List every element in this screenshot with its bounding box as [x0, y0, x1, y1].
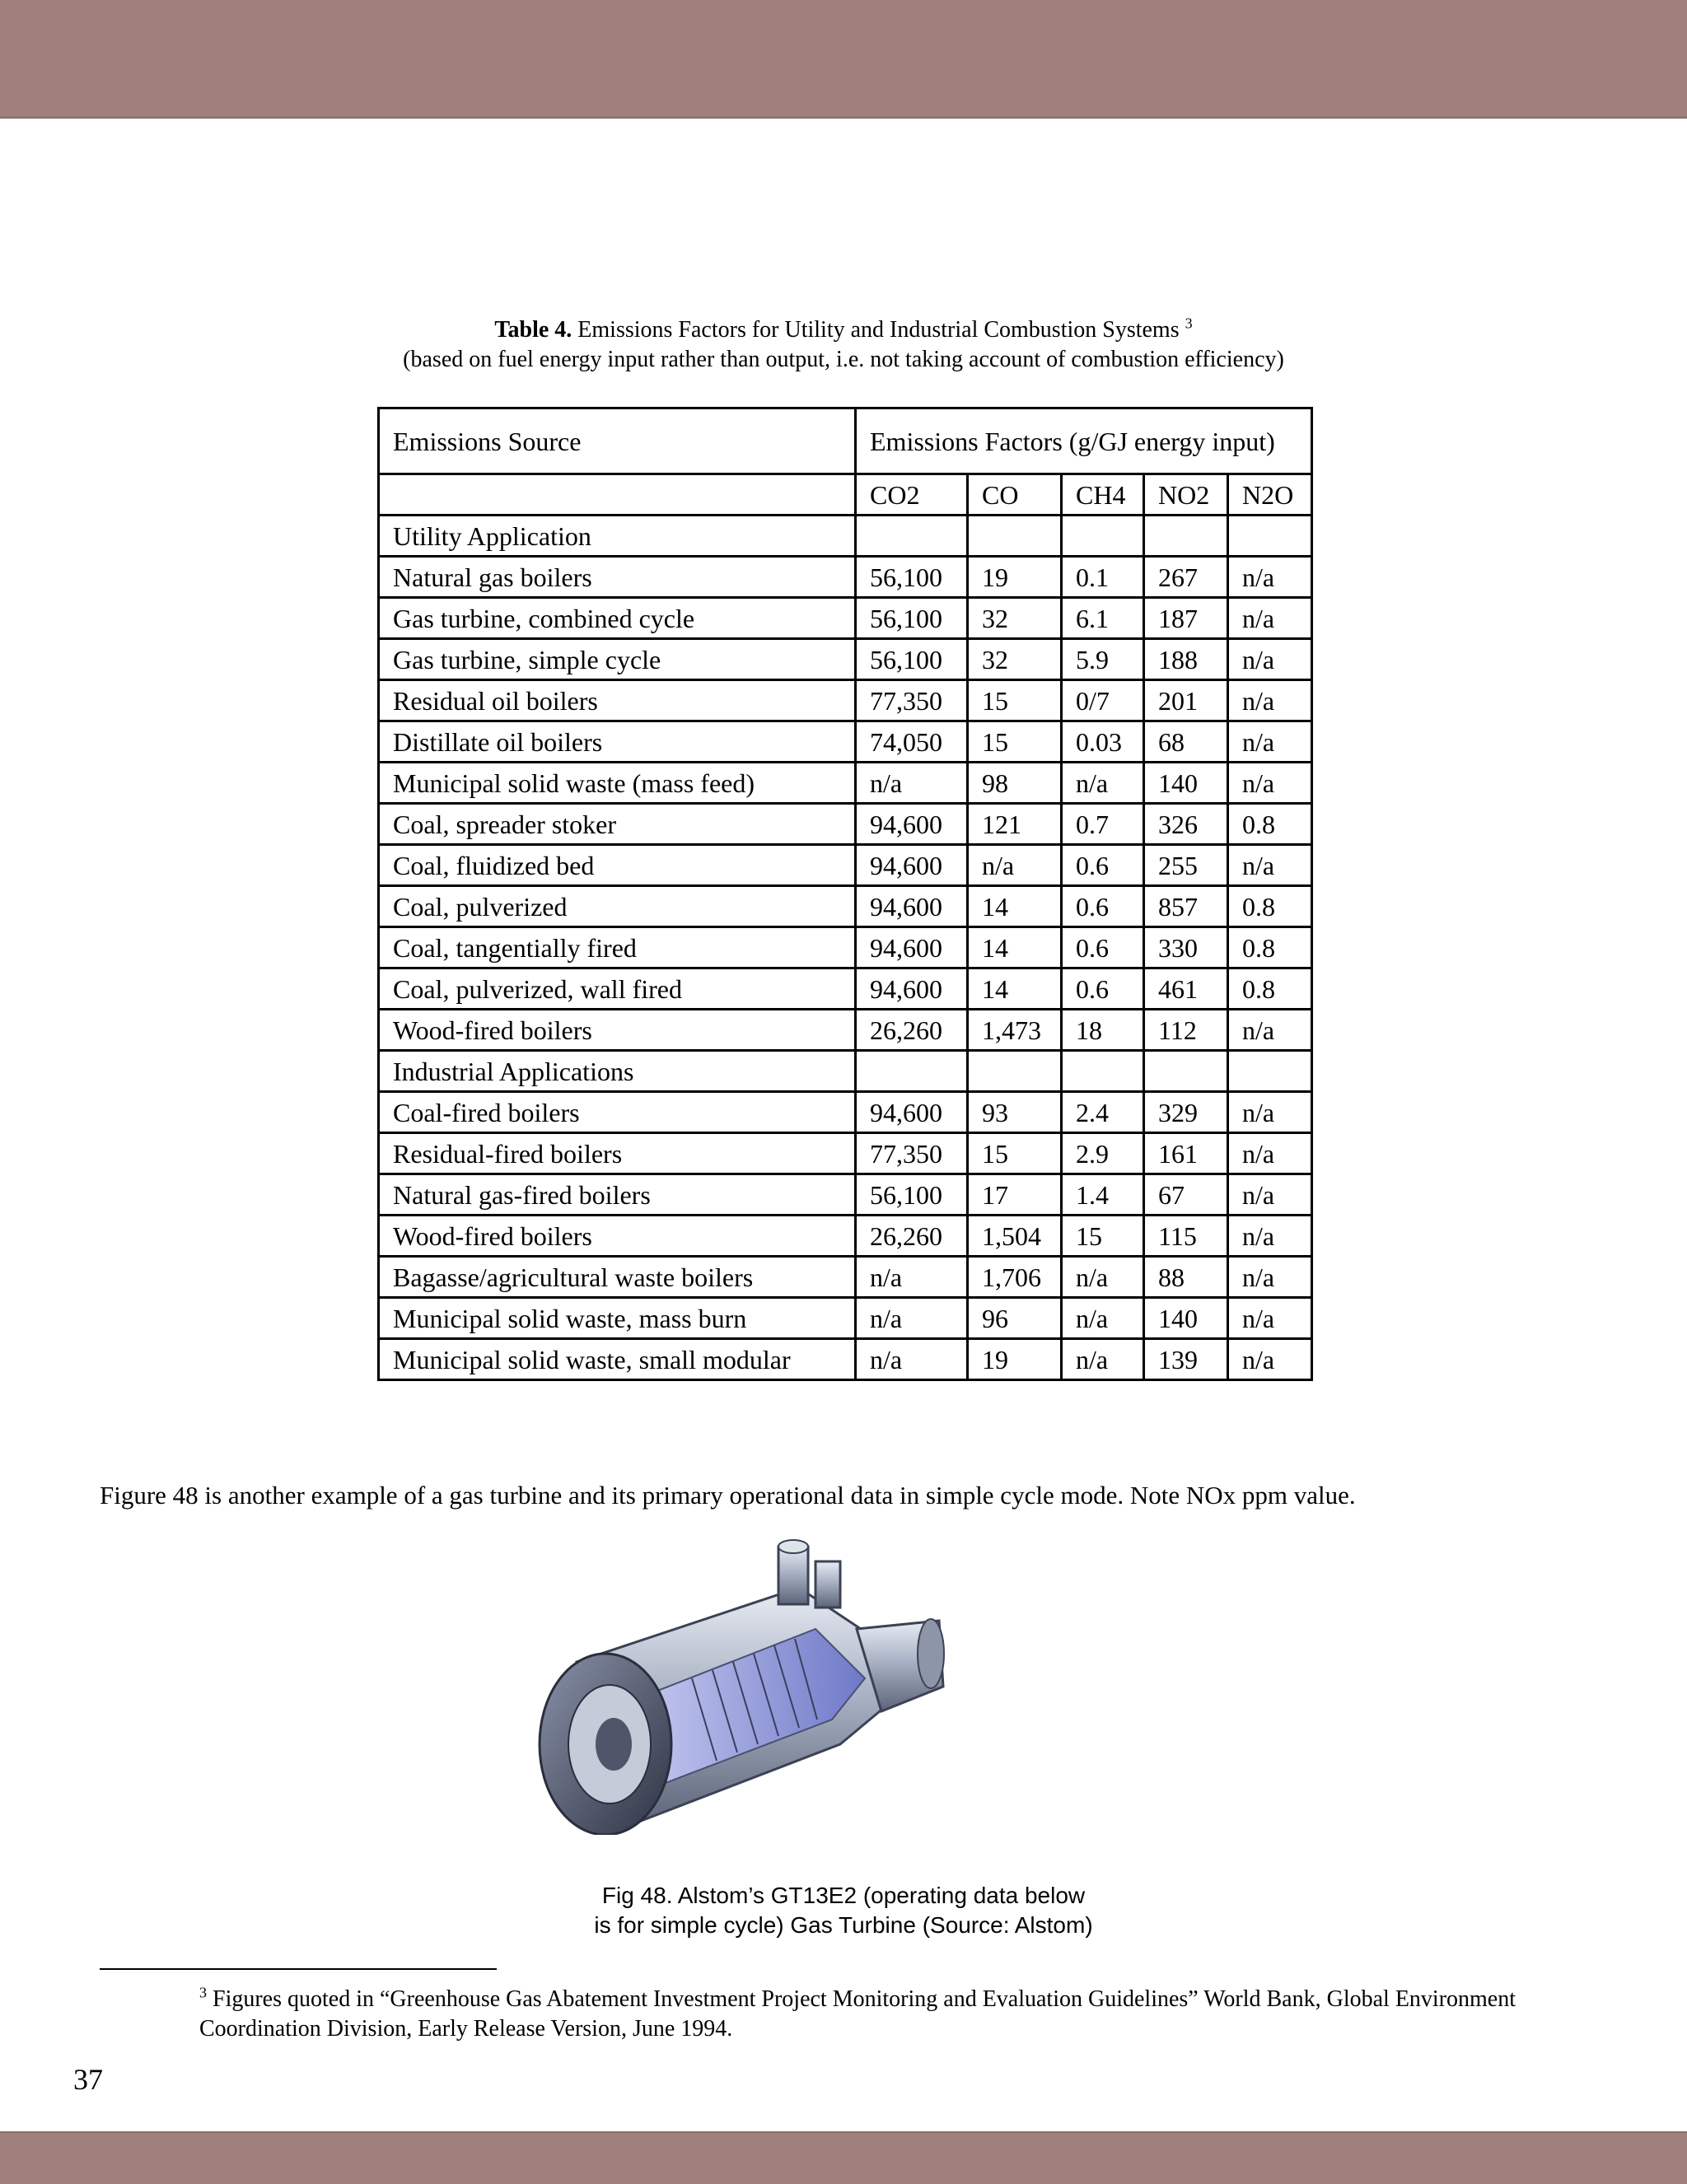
table-cell-n2o: 0.8: [1228, 968, 1312, 1010]
table-header-row: [379, 408, 1312, 474]
table-row: [379, 598, 1312, 639]
table-row: [379, 1174, 1312, 1216]
table-cell-ch4: 0.1: [1062, 557, 1144, 598]
table-cell-ch4: 18: [1062, 1010, 1144, 1051]
table-cell-co: 19: [968, 1339, 1062, 1380]
table-cell-co2: 94,600: [856, 1092, 968, 1133]
table-row: [379, 886, 1312, 927]
table-cell-no2: 326: [1144, 804, 1228, 845]
row-label: Coal, pulverized, wall fired: [379, 968, 856, 1010]
table-cell-n2o: [1228, 1051, 1312, 1092]
table-cell-n2o: 0.8: [1228, 886, 1312, 927]
table-cell-ch4: 1.4: [1062, 1174, 1144, 1216]
row-label: Natural gas boilers: [379, 557, 856, 598]
table-cell-n2o: n/a: [1228, 1339, 1312, 1380]
table-cell-no2: 330: [1144, 927, 1228, 968]
footnote-text: Figures quoted in “Greenhouse Gas Abatement Investment Project Monitoring and Evaluation Guidelines” World Bank, Global Environment Coordination Division, Early Release Version, June 1994.: [199, 1986, 1516, 2042]
table-cell-co: 15: [968, 680, 1062, 721]
row-label: Distillate oil boilers: [379, 721, 856, 763]
table-row: [379, 1010, 1312, 1051]
table-caption-footnote-ref: 3: [1185, 315, 1193, 332]
table-cell-co: [968, 1051, 1062, 1092]
row-label: Residual-fired boilers: [379, 1133, 856, 1174]
table-cell-co: 1,473: [968, 1010, 1062, 1051]
table-cell-n2o: n/a: [1228, 1133, 1312, 1174]
table-cell-ch4: 0.03: [1062, 721, 1144, 763]
table-cell-ch4: 0.6: [1062, 927, 1144, 968]
table-row: [379, 557, 1312, 598]
table-cell-co: 1,706: [968, 1257, 1062, 1298]
table-cell-n2o: n/a: [1228, 639, 1312, 680]
table-cell-ch4: 2.4: [1062, 1092, 1144, 1133]
table-row: [379, 1092, 1312, 1133]
table-cell-co: 1,504: [968, 1216, 1062, 1257]
table-cell-co2: 74,050: [856, 721, 968, 763]
table-cell-co: 14: [968, 968, 1062, 1010]
row-label: Gas turbine, combined cycle: [379, 598, 856, 639]
table-cell-n2o: n/a: [1228, 1174, 1312, 1216]
table-cell-co2: 94,600: [856, 886, 968, 927]
table-cell-no2: 140: [1144, 763, 1228, 804]
row-label: Residual oil boilers: [379, 680, 856, 721]
table-cell-co: 15: [968, 721, 1062, 763]
table-cell-co2: 77,350: [856, 1133, 968, 1174]
table-cell-no2: 857: [1144, 886, 1228, 927]
table-subcaption: (based on fuel energy input rather than output, i.e. not taking account of combustion efficiency): [403, 347, 1284, 372]
table-caption-label: Table 4.: [494, 317, 572, 343]
table-cell-n2o: n/a: [1228, 1257, 1312, 1298]
header-pollutant-co2: CO2: [856, 474, 968, 516]
table-cell-ch4: 0.6: [1062, 845, 1144, 886]
table-cell-co: 98: [968, 763, 1062, 804]
table-cell-ch4: 6.1: [1062, 598, 1144, 639]
table-cell-no2: 161: [1144, 1133, 1228, 1174]
table-cell-n2o: n/a: [1228, 1092, 1312, 1133]
table-cell-no2: 255: [1144, 845, 1228, 886]
row-label: Coal, fluidized bed: [379, 845, 856, 886]
table-cell-ch4: 0/7: [1062, 680, 1144, 721]
table-cell-ch4: 5.9: [1062, 639, 1144, 680]
table-cell-no2: 68: [1144, 721, 1228, 763]
header-empty-cell: [379, 474, 856, 516]
table-cell-co: n/a: [968, 845, 1062, 886]
table-cell-co2: 94,600: [856, 845, 968, 886]
table-row: [379, 968, 1312, 1010]
figure-caption: [0, 1881, 1687, 1940]
table-cell-co: 32: [968, 639, 1062, 680]
table-cell-co: 19: [968, 557, 1062, 598]
row-label: Bagasse/agricultural waste boilers: [379, 1257, 856, 1298]
table-cell-ch4: n/a: [1062, 763, 1144, 804]
row-label: Coal, pulverized: [379, 886, 856, 927]
table-cell-co2: [856, 516, 968, 557]
table-caption: [0, 316, 1687, 344]
table-cell-no2: [1144, 516, 1228, 557]
row-label: Municipal solid waste (mass feed): [379, 763, 856, 804]
table-row: [379, 1216, 1312, 1257]
table-row: [379, 1298, 1312, 1339]
row-label: Coal-fired boilers: [379, 1092, 856, 1133]
table-section-row: [379, 1051, 1312, 1092]
table-cell-ch4: 0.6: [1062, 968, 1144, 1010]
top-banner: [0, 0, 1687, 119]
gas-turbine-figure: [527, 1538, 947, 1835]
table-cell-no2: 115: [1144, 1216, 1228, 1257]
table-cell-no2: 112: [1144, 1010, 1228, 1051]
table-cell-ch4: 0.6: [1062, 886, 1144, 927]
table-cell-no2: 88: [1144, 1257, 1228, 1298]
table-cell-co2: n/a: [856, 1257, 968, 1298]
table-row: [379, 845, 1312, 886]
table-cell-n2o: n/a: [1228, 1216, 1312, 1257]
table-row: [379, 680, 1312, 721]
table-cell-n2o: n/a: [1228, 557, 1312, 598]
row-label: Wood-fired boilers: [379, 1216, 856, 1257]
table-row: [379, 1257, 1312, 1298]
row-label: Natural gas-fired boilers: [379, 1174, 856, 1216]
table-cell-co2: n/a: [856, 1298, 968, 1339]
table-cell-n2o: n/a: [1228, 598, 1312, 639]
page-number: 37: [73, 2063, 103, 2096]
table-cell-no2: 267: [1144, 557, 1228, 598]
bottom-banner: [0, 2131, 1687, 2184]
table-cell-co: 14: [968, 886, 1062, 927]
row-label: Coal, spreader stoker: [379, 804, 856, 845]
table-cell-n2o: n/a: [1228, 1298, 1312, 1339]
row-label: Wood-fired boilers: [379, 1010, 856, 1051]
table-cell-no2: 329: [1144, 1092, 1228, 1133]
figure-caption-line-2: is for simple cycle) Gas Turbine (Source: Alstom): [594, 1912, 1093, 1938]
table-cell-n2o: n/a: [1228, 1010, 1312, 1051]
header-emissions-source: Emissions Source: [379, 408, 856, 474]
table-row: [379, 763, 1312, 804]
table-cell-co2: 94,600: [856, 804, 968, 845]
table-cell-no2: 188: [1144, 639, 1228, 680]
table-cell-ch4: n/a: [1062, 1339, 1144, 1380]
emissions-table: [377, 407, 1313, 1381]
table-section-row: [379, 516, 1312, 557]
footnote-divider: [100, 1968, 497, 1970]
table-cell-co: 93: [968, 1092, 1062, 1133]
table-cell-no2: 201: [1144, 680, 1228, 721]
table-cell-no2: 140: [1144, 1298, 1228, 1339]
table-cell-co2: 56,100: [856, 598, 968, 639]
table-cell-co2: 94,600: [856, 968, 968, 1010]
table-cell-n2o: n/a: [1228, 845, 1312, 886]
table-cell-co2: 94,600: [856, 927, 968, 968]
gas-turbine-illustration: [527, 1538, 947, 1835]
header-pollutant-no2: NO2: [1144, 474, 1228, 516]
table-cell-co2: [856, 1051, 968, 1092]
table-cell-co: 96: [968, 1298, 1062, 1339]
table-caption-title: Emissions Factors for Utility and Industrial Combustion Systems: [577, 317, 1180, 343]
footnote: [199, 1985, 1517, 2044]
table-cell-n2o: n/a: [1228, 763, 1312, 804]
body-paragraph: Figure 48 is another example of a gas turbine and its primary operational data in simple cycle mode. Note NOx ppm value.: [100, 1481, 1356, 1510]
table-cell-co2: 56,100: [856, 557, 968, 598]
figure-caption-line-1: Fig 48. Alstom’s GT13E2 (operating data below: [601, 1883, 1086, 1908]
table-cell-no2: 67: [1144, 1174, 1228, 1216]
table-cell-co: 14: [968, 927, 1062, 968]
table-cell-ch4: [1062, 1051, 1144, 1092]
table-cell-co: 17: [968, 1174, 1062, 1216]
table-cell-n2o: 0.8: [1228, 927, 1312, 968]
row-label: Municipal solid waste, mass burn: [379, 1298, 856, 1339]
table-cell-no2: 139: [1144, 1339, 1228, 1380]
section-label: Industrial Applications: [379, 1051, 856, 1092]
table-cell-co: 15: [968, 1133, 1062, 1174]
table-cell-co2: 56,100: [856, 639, 968, 680]
table-row: [379, 927, 1312, 968]
section-label: Utility Application: [379, 516, 856, 557]
header-pollutant-co: CO: [968, 474, 1062, 516]
table-row: [379, 639, 1312, 680]
table-cell-ch4: 15: [1062, 1216, 1144, 1257]
table-row: [379, 721, 1312, 763]
table-cell-co2: 56,100: [856, 1174, 968, 1216]
table-cell-n2o: n/a: [1228, 680, 1312, 721]
table-cell-co2: n/a: [856, 1339, 968, 1380]
table-cell-co2: 26,260: [856, 1216, 968, 1257]
table-pollutant-header-row: [379, 474, 1312, 516]
table-cell-n2o: n/a: [1228, 721, 1312, 763]
row-label: Gas turbine, simple cycle: [379, 639, 856, 680]
table-cell-ch4: 0.7: [1062, 804, 1144, 845]
table-cell-n2o: [1228, 516, 1312, 557]
header-pollutant-n2o: N2O: [1228, 474, 1312, 516]
footnote-marker: 3: [199, 1984, 207, 2001]
table-cell-co: 32: [968, 598, 1062, 639]
header-pollutant-ch4: CH4: [1062, 474, 1144, 516]
table-row: [379, 804, 1312, 845]
table-cell-ch4: n/a: [1062, 1257, 1144, 1298]
table-cell-ch4: [1062, 516, 1144, 557]
table-cell-ch4: 2.9: [1062, 1133, 1144, 1174]
table-cell-no2: 187: [1144, 598, 1228, 639]
table-cell-co: 121: [968, 804, 1062, 845]
table-row: [379, 1133, 1312, 1174]
table-cell-co: [968, 516, 1062, 557]
table-row: [379, 1339, 1312, 1380]
table-cell-no2: [1144, 1051, 1228, 1092]
table-cell-co2: 26,260: [856, 1010, 968, 1051]
row-label: Coal, tangentially fired: [379, 927, 856, 968]
table-cell-ch4: n/a: [1062, 1298, 1144, 1339]
table-cell-no2: 461: [1144, 968, 1228, 1010]
header-emissions-factors: Emissions Factors (g/GJ energy input): [856, 408, 1312, 474]
table-cell-co2: 77,350: [856, 680, 968, 721]
table-cell-co2: n/a: [856, 763, 968, 804]
row-label: Municipal solid waste, small modular: [379, 1339, 856, 1380]
table-cell-n2o: 0.8: [1228, 804, 1312, 845]
